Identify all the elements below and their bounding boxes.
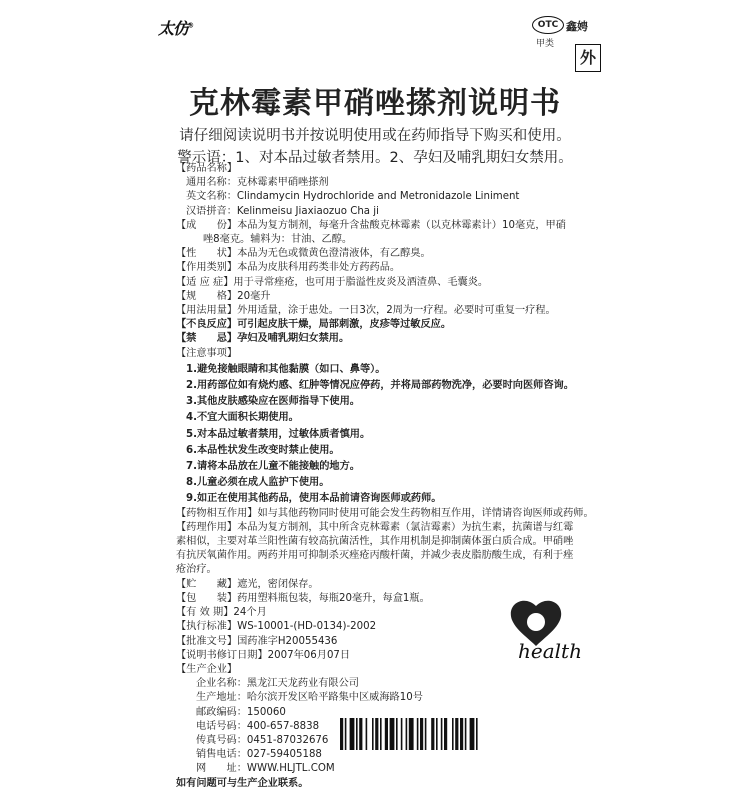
standard: 【执行标准】WS-10001-(HD-0134)-2002 xyxy=(176,621,377,633)
contact-note: 如有问题可与生产企业联系。 xyxy=(176,777,309,789)
composition-line-1: 【成 份】本品为复方制剂，每毫升含盐酸克林霉素（以克林霉素计）10毫克，甲硝 xyxy=(176,219,566,231)
phone: 电话号码：400-657-8838 xyxy=(196,720,320,732)
precaution-item: 6.本品性状发生改变时禁止使用。 xyxy=(186,444,340,456)
document-subtitle: 请仔细阅读说明书并按说明使用或在药师指导下购买和使用。 xyxy=(179,128,571,144)
health-logo xyxy=(506,596,592,666)
barcode xyxy=(340,718,536,750)
precaution-item: 4.不宜大面积长期使用。 xyxy=(186,412,299,424)
manufacturer-heading: 【生产企业】 xyxy=(176,663,238,675)
precautions-heading: 【注意事项】 xyxy=(176,347,238,359)
precaution-item: 5.对本品过敏者禁用，过敏体质者慎用。 xyxy=(186,428,371,440)
company-address: 生产地址：哈尔滨开发区哈平路集中区威海路10号 xyxy=(196,692,423,704)
document-title: 克林霉素甲硝唑搽剂说明书 xyxy=(189,86,561,121)
adverse-reactions: 【不良反应】可引起皮肤干燥，局部刺激，皮疹等过敏反应。 xyxy=(176,319,452,331)
specification: 【规 格】20毫升 xyxy=(176,290,271,302)
postcode: 邮政编码：150060 xyxy=(196,706,286,718)
drug-name-heading: 【药品名称】 xyxy=(176,163,238,174)
english-name: 英文名称：Clindamycin Hydrochloride and Metronidazole Liniment xyxy=(186,191,520,203)
storage: 【贮 藏】遮光，密闭保存。 xyxy=(176,578,319,590)
pharmacology-line-4: 疮治疗。 xyxy=(176,564,217,576)
otc-class-label: 甲类 xyxy=(536,39,555,49)
pinyin-name: 汉语拼音：Kelinmeisu Jiaxiaozuo Cha ji xyxy=(186,205,379,217)
pharmacology-line-3: 有抗厌氧菌作用。两药并用可抑制杀灭痤疮丙酸杆菌，并减少表皮脂肪酸生成，有利于痤 xyxy=(176,550,574,562)
barcode-graphic xyxy=(340,718,536,750)
brand-logo: 太仿® xyxy=(158,19,194,38)
revision-date: 【说明书修订日期】2007年06月07日 xyxy=(176,649,351,661)
leaflet-body xyxy=(176,162,594,791)
precaution-item: 1.避免接触眼睛和其他黏膜（如口、鼻等）。 xyxy=(186,363,386,375)
warning-text: 警示语：1、对本品过敏者禁用。2、孕妇及哺乳期妇女禁用。 xyxy=(177,150,573,166)
package: 【包 装】药用塑料瓶包装，每瓶20毫升，每盒1瓶。 xyxy=(176,592,430,604)
composition-line-2: 唑8毫克。辅料为：甘油、乙醇。 xyxy=(203,234,353,246)
fax: 传真号码：0451-87032676 xyxy=(196,734,329,746)
drug-interaction: 【药物相互作用】如与其他药物同时使用可能会发生药物相互作用，详情请咨询医师或药师。 xyxy=(176,507,594,519)
company-name: 企业名称：黑龙江天龙药业有限公司 xyxy=(196,678,359,690)
external-use-mark: 外 xyxy=(575,44,601,72)
otc-badge: OTC xyxy=(532,16,564,34)
heart-icon xyxy=(506,596,592,666)
validity: 【有 效 期】24个月 xyxy=(176,607,267,619)
approval-number: 【批准文号】国药准字H20055436 xyxy=(176,635,338,647)
pharmacology-line-1: 【药理作用】本品为复方制剂，其中所含克林霉素（氯洁霉素）为抗生素，抗菌谱与红霉 xyxy=(176,521,574,533)
precaution-item: 9.如正在使用其他药品，使用本品前请咨询医师或药师。 xyxy=(186,493,442,505)
svg-text:health: health xyxy=(518,639,582,663)
pharmacology-line-2: 素相似，主要对革兰阳性菌有较高抗菌活性，其作用机制是抑制菌体蛋白质合成。甲硝唑 xyxy=(176,536,574,548)
category: 【作用类别】本品为皮肤科用药类非处方药药品。 xyxy=(176,262,401,274)
precaution-item: 8.儿童必须在成人监护下使用。 xyxy=(186,477,330,489)
website: 网 址：WWW.HLJTL.COM xyxy=(196,763,335,775)
contraindications: 【禁 忌】孕妇及哺乳期妇女禁用。 xyxy=(176,333,350,345)
character: 【性 状】本品为无色或微黄色澄清液体，有乙醇臭。 xyxy=(176,248,431,260)
sales-phone: 销售电话：027-59405188 xyxy=(196,749,322,761)
brand-mark-secondary: 鑫娉 xyxy=(566,20,588,33)
precaution-item: 3.其他皮肤感染应在医师指导下使用。 xyxy=(186,396,360,408)
precaution-item: 7.请将本品放在儿童不能接触的地方。 xyxy=(186,461,360,473)
generic-name: 通用名称：克林霉素甲硝唑搽剂 xyxy=(186,177,329,189)
usage: 【用法用量】外用适量，涂于患处。一日3次，2周为一疗程。必要时可重复一疗程。 xyxy=(176,305,556,317)
precaution-item: 2.用药部位如有烧灼感、红肿等情况应停药，并将局部药物洗净，必要时向医师咨询。 xyxy=(186,380,574,392)
indications: 【适 应 症】用于寻常痤疮，也可用于脂溢性皮炎及酒渣鼻、毛囊炎。 xyxy=(176,276,489,288)
